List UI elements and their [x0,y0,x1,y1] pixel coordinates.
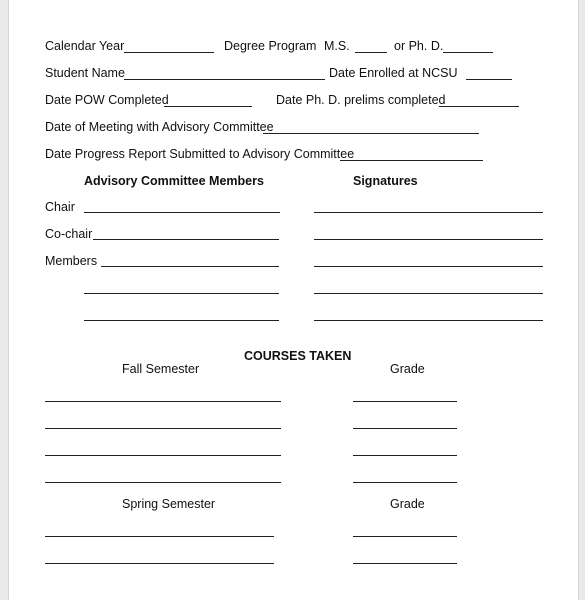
date-meeting-label: Date of Meeting with Advisory Committee [45,120,274,134]
date-progress-label: Date Progress Report Submitted to Advisory Committee [45,147,355,161]
member-name-field[interactable] [84,320,279,321]
fall-course-field[interactable] [45,401,281,402]
fall-semester-label: Fall Semester [122,362,200,376]
ms-field[interactable] [355,52,387,53]
date-meeting-field[interactable] [263,133,479,134]
spring-course-field[interactable] [45,563,274,564]
student-name-label: Student Name [45,66,125,80]
ms-label: M.S. [324,39,350,53]
date-enrolled-label: Date Enrolled at NCSU [329,66,458,80]
committee-members-header: Advisory Committee Members [84,174,264,188]
date-enrolled-field[interactable] [466,79,512,80]
fall-course-field[interactable] [45,428,281,429]
fall-grade-field[interactable] [353,455,457,456]
date-prelims-label: Date Ph. D. prelims completed [276,93,446,107]
calendar-year-field[interactable] [124,52,214,53]
chair-name-field[interactable] [84,212,280,213]
spring-grade-field[interactable] [353,536,457,537]
signatures-header: Signatures [353,174,418,188]
member-name-field[interactable] [101,266,279,267]
fall-grade-field[interactable] [353,428,457,429]
phd-field[interactable] [443,52,493,53]
spring-grade-label: Grade [390,497,425,511]
members-label: Members [45,254,98,268]
fall-course-field[interactable] [45,455,281,456]
member-signature-field[interactable] [314,293,543,294]
courses-taken-title: COURSES TAKEN [244,349,352,363]
date-pow-label: Date POW Completed [45,93,169,107]
date-prelims-field[interactable] [439,106,519,107]
cochair-name-field[interactable] [93,239,279,240]
member-name-field[interactable] [84,293,279,294]
chair-signature-field[interactable] [314,212,543,213]
or-phd-label: or Ph. D. [394,39,444,53]
calendar-year-label: Calendar Year [45,39,125,53]
spring-semester-label: Spring Semester [122,497,216,511]
member-signature-field[interactable] [314,320,543,321]
fall-grade-label: Grade [390,362,425,376]
cochair-signature-field[interactable] [314,239,543,240]
fall-course-field[interactable] [45,482,281,483]
document-page [8,0,579,600]
member-signature-field[interactable] [314,266,543,267]
fall-grade-field[interactable] [353,482,457,483]
date-progress-field[interactable] [340,160,483,161]
degree-program-label: Degree Program [224,39,317,53]
spring-course-field[interactable] [45,536,274,537]
cochair-label: Co-chair [45,227,93,241]
chair-label: Chair [45,200,75,214]
spring-grade-field[interactable] [353,563,457,564]
student-name-field[interactable] [124,79,325,80]
date-pow-field[interactable] [164,106,252,107]
fall-grade-field[interactable] [353,401,457,402]
